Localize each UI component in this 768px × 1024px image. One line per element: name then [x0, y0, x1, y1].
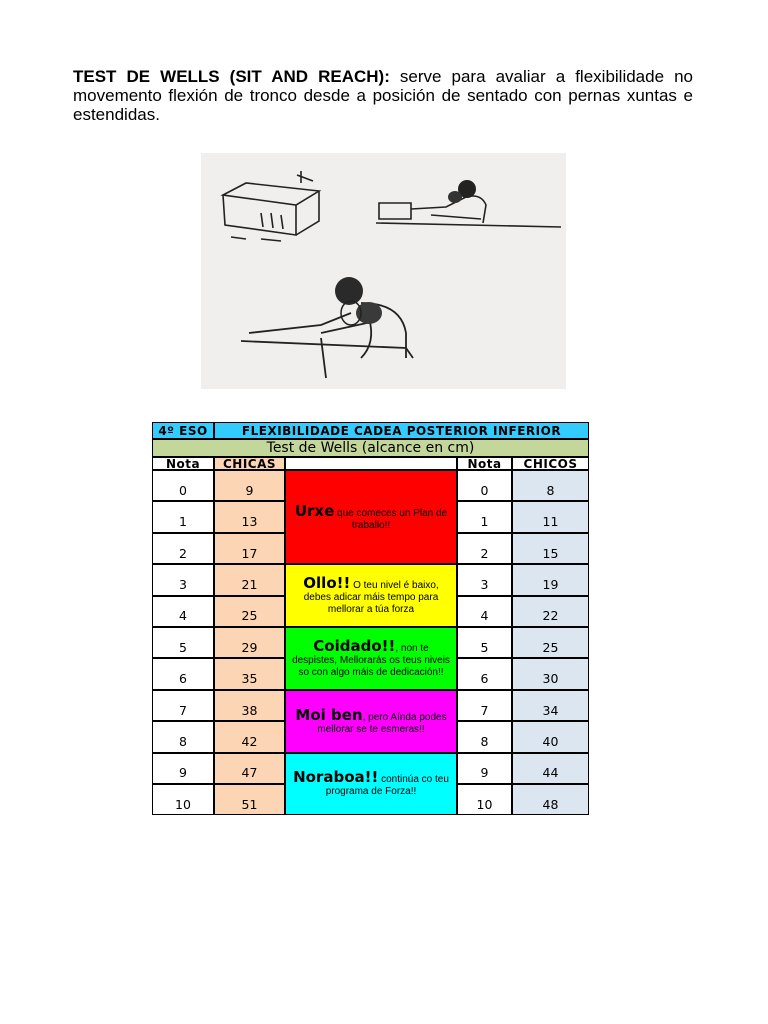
chicos-cell: 30: [512, 658, 589, 689]
message-text: [290, 769, 452, 798]
test-title: TEST DE WELLS (SIT AND REACH):: [73, 67, 390, 86]
chicos-cell: 11: [512, 501, 589, 532]
nota-right-cell: 0: [457, 470, 512, 501]
nota-right-cell: 1: [457, 501, 512, 532]
nota-right-cell: 5: [457, 627, 512, 658]
chicas-cell: 35: [214, 658, 285, 689]
chicos-cell: 19: [512, 564, 589, 595]
chicas-cell: 38: [214, 690, 285, 721]
message-detail: , pero Aínda podes mellorar se te esmeras!!: [317, 711, 447, 735]
header-chicos: CHICOS: [512, 457, 589, 470]
chicas-cell: 21: [214, 564, 285, 595]
nota-right-cell: 8: [457, 721, 512, 752]
chicos-cell: 8: [512, 470, 589, 501]
chicas-cell: 9: [214, 470, 285, 501]
chicas-cell: 42: [214, 721, 285, 752]
message-text: [290, 707, 452, 736]
sit-and-reach-drawing: [201, 153, 566, 389]
message-3: [285, 627, 457, 690]
chicas-cell: 29: [214, 627, 285, 658]
message-keyword: Urxe: [294, 501, 335, 520]
message-1: [285, 470, 457, 564]
message-keyword: Coidado!!: [313, 636, 396, 655]
level-label: 4º ESO: [152, 422, 214, 439]
header-blank: [285, 457, 457, 470]
message-4: [285, 690, 457, 753]
header-nota-left: Nota: [152, 457, 214, 470]
message-keyword: Noraboa!!: [293, 768, 379, 787]
intro-paragraph: [73, 67, 693, 124]
nota-right-cell: 10: [457, 784, 512, 815]
message-text: [290, 503, 452, 532]
nota-left-cell: 3: [152, 564, 214, 595]
chicos-cell: 44: [512, 753, 589, 784]
table-title: FLEXIBILIDADE CADEA POSTERIOR INFERIOR: [214, 422, 589, 439]
header-chicas: CHICAS: [214, 457, 285, 470]
message-detail: que comeces un Plan de traballo!!: [334, 507, 448, 531]
chicas-cell: 51: [214, 784, 285, 815]
chicas-cell: 25: [214, 596, 285, 627]
message-detail: , non te despistes, Mellorarás os teus niveis so con algo máis de dedicación!!: [292, 642, 450, 678]
nota-left-cell: 5: [152, 627, 214, 658]
nota-left-cell: 7: [152, 690, 214, 721]
message-5: [285, 753, 457, 816]
message-2: [285, 564, 457, 627]
chicos-cell: 34: [512, 690, 589, 721]
nota-left-cell: 0: [152, 470, 214, 501]
chicos-cell: 22: [512, 596, 589, 627]
test-description: serve para avaliar a flexibilidade no movemento flexión de tronco desde a posición de sentado con pernas xuntas e estendidas.: [73, 67, 693, 124]
flexibility-table: [152, 422, 589, 816]
nota-right-cell: 7: [457, 690, 512, 721]
nota-left-cell: 1: [152, 501, 214, 532]
sit-and-reach-illustration: [201, 153, 566, 389]
table-subtitle: Test de Wells (alcance en cm): [152, 439, 589, 457]
nota-right-cell: 2: [457, 533, 512, 564]
nota-right-cell: 4: [457, 596, 512, 627]
message-keyword: Ollo!!: [303, 574, 351, 593]
nota-left-cell: 10: [152, 784, 214, 815]
chicas-cell: 17: [214, 533, 285, 564]
chicos-cell: 40: [512, 721, 589, 752]
nota-left-cell: 6: [152, 658, 214, 689]
chicas-cell: 13: [214, 501, 285, 532]
chicos-cell: 48: [512, 784, 589, 815]
nota-right-cell: 6: [457, 658, 512, 689]
nota-right-cell: 9: [457, 753, 512, 784]
nota-left-cell: 2: [152, 533, 214, 564]
header-nota-right: Nota: [457, 457, 512, 470]
message-keyword: Moi ben: [295, 705, 363, 724]
chicas-cell: 47: [214, 753, 285, 784]
message-detail: continúa co teu programa de Forza!!: [325, 774, 449, 798]
message-text: [290, 575, 452, 616]
nota-left-cell: 9: [152, 753, 214, 784]
message-text: [290, 638, 452, 679]
chicos-cell: 15: [512, 533, 589, 564]
nota-right-cell: 3: [457, 564, 512, 595]
message-detail: O teu nivel é baixo, debes adicar máis tempo para mellorar a túa forza: [303, 580, 439, 616]
nota-left-cell: 8: [152, 721, 214, 752]
chicos-cell: 25: [512, 627, 589, 658]
nota-left-cell: 4: [152, 596, 214, 627]
